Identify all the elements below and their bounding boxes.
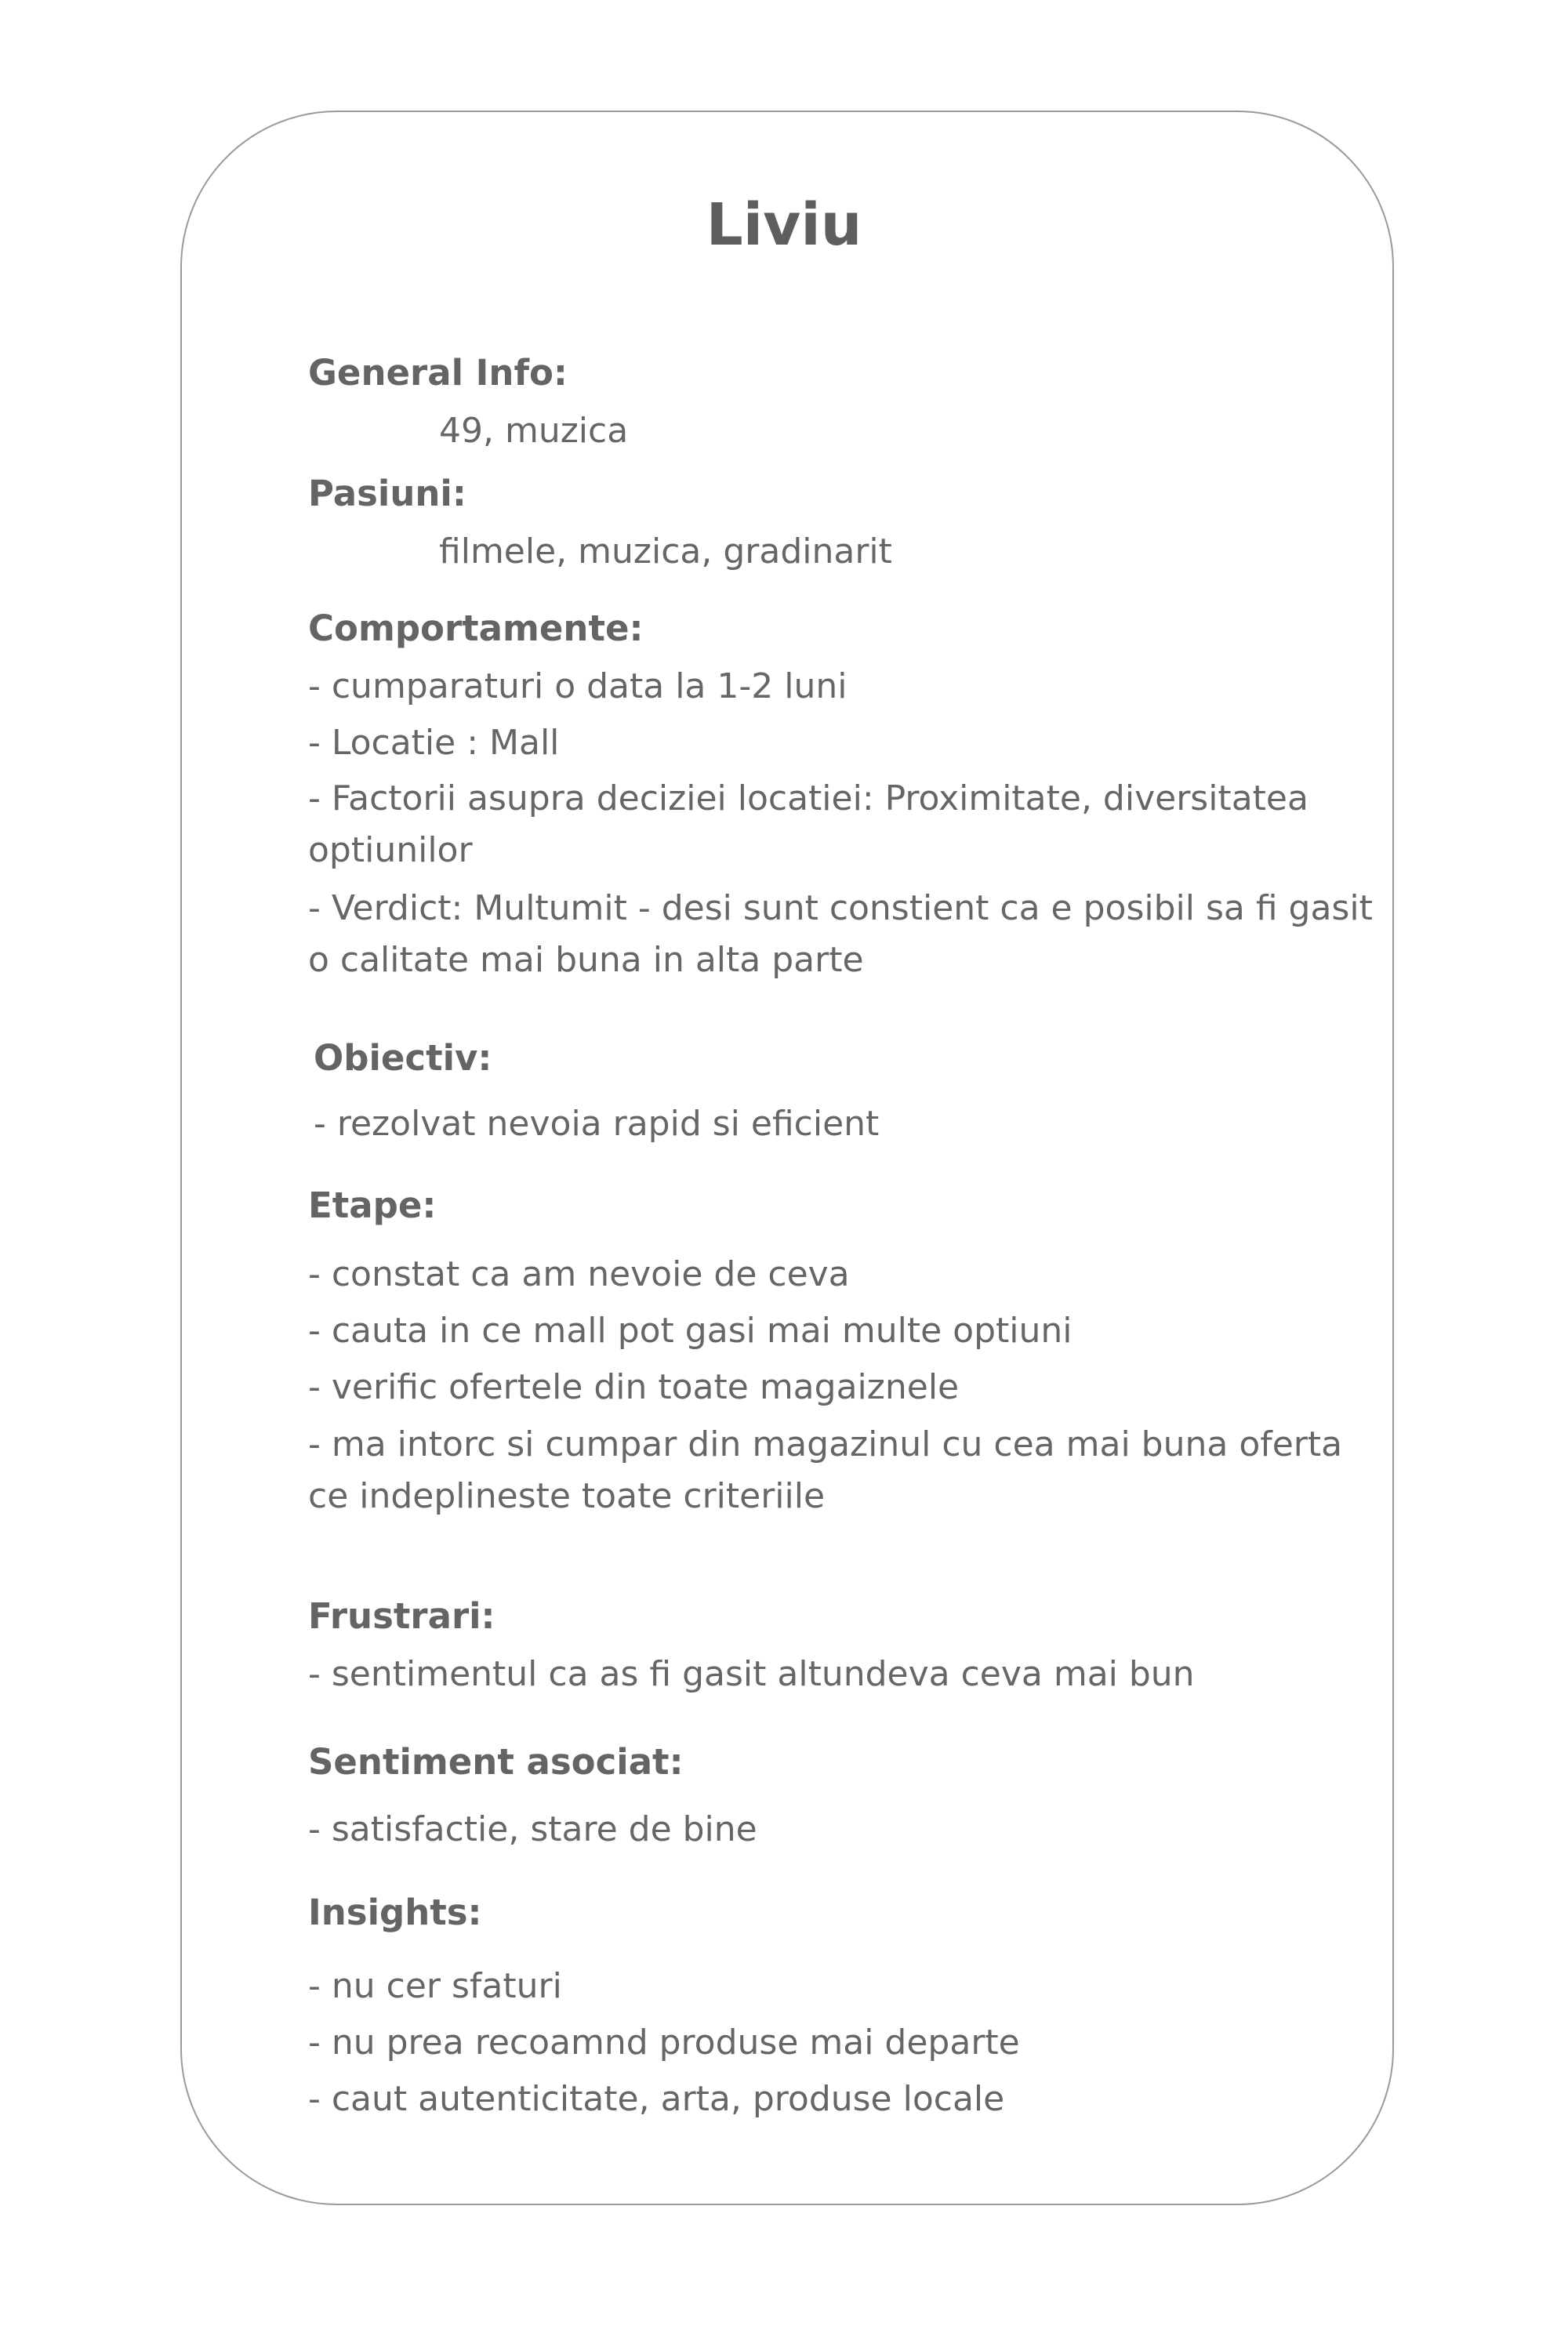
- insights-item: - caut autenticitate, arta, produse locale: [308, 2079, 1005, 2119]
- sentiment-item: - satisfactie, stare de bine: [308, 1809, 757, 1849]
- comportamente-item: - Verdict: Multumit - desi sunt constient ca e posibil sa fi gasit o calitate mai buna in alta parte: [308, 888, 1373, 980]
- comportamente-item: - cumparaturi o data la 1-2 luni: [308, 666, 848, 706]
- sentiment-heading: Sentiment asociat:: [308, 1741, 684, 1783]
- general-info-value: 49, muzica: [439, 411, 629, 451]
- etape-item: - constat ca am nevoie de ceva: [308, 1254, 850, 1294]
- etape-heading: Etape:: [308, 1185, 437, 1226]
- frustrari-heading: Frustrari:: [308, 1595, 495, 1637]
- obiectiv-item: - rezolvat nevoia rapid si eficient: [314, 1104, 880, 1144]
- comportamente-item: - Locatie : Mall: [308, 723, 560, 763]
- insights-item: - nu cer sfaturi: [308, 1966, 562, 2006]
- comportamente-heading: Comportamente:: [308, 608, 644, 649]
- obiectiv-heading: Obiectiv:: [314, 1037, 492, 1079]
- frustrari-item: - sentimentul ca as fi gasit altundeva ceva mai bun: [308, 1654, 1195, 1694]
- etape-item: - cauta in ce mall pot gasi mai multe optiuni: [308, 1311, 1073, 1351]
- comportamente-item: - Factorii asupra deciziei locatiei: Proximitate, diversitatea optiunilor: [308, 778, 1308, 870]
- pasiuni-value: filmele, muzica, gradinarit: [439, 532, 892, 571]
- etape-item: - ma intorc si cumpar din magazinul cu cea mai buna oferta ce indeplineste toate criteriile: [308, 1424, 1343, 1516]
- etape-item: - verific ofertele din toate magaiznele: [308, 1367, 960, 1407]
- pasiuni-heading: Pasiuni:: [308, 473, 466, 514]
- insights-item: - nu prea recoamnd produse mai departe: [308, 2023, 1020, 2063]
- insights-heading: Insights:: [308, 1892, 482, 1933]
- general-info-heading: General Info:: [308, 352, 568, 394]
- persona-name: Liviu: [706, 191, 862, 259]
